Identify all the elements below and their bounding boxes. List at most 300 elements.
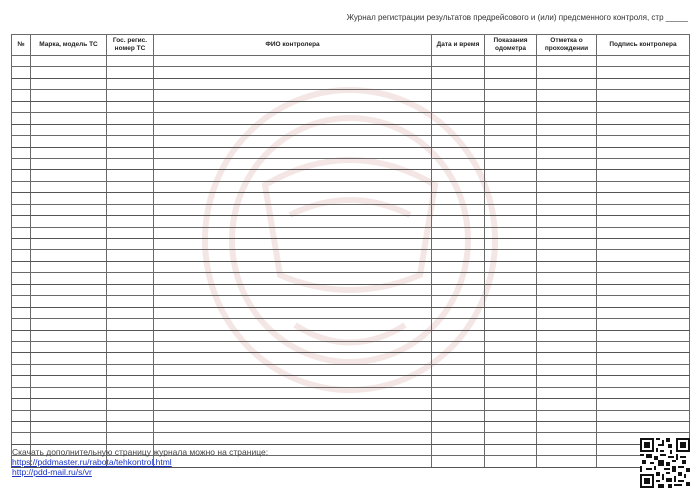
table-cell[interactable]	[537, 330, 597, 341]
table-cell[interactable]	[485, 67, 537, 78]
table-cell[interactable]	[485, 341, 537, 352]
table-cell[interactable]	[107, 353, 154, 364]
table-cell[interactable]	[31, 227, 107, 238]
table-cell[interactable]	[537, 273, 597, 284]
table-cell[interactable]	[537, 90, 597, 101]
table-cell[interactable]	[537, 204, 597, 215]
table-cell[interactable]	[597, 261, 690, 272]
table-cell[interactable]	[31, 376, 107, 387]
table-cell[interactable]	[597, 410, 690, 421]
table-cell[interactable]	[485, 124, 537, 135]
table-cell[interactable]	[597, 204, 690, 215]
table-cell[interactable]	[485, 444, 537, 455]
table-cell[interactable]	[107, 319, 154, 330]
table-cell[interactable]	[107, 113, 154, 124]
table-row	[12, 261, 690, 272]
table-cell[interactable]	[537, 456, 597, 467]
table-cell[interactable]	[485, 113, 537, 124]
table-cell[interactable]	[12, 273, 31, 284]
table-cell[interactable]	[432, 353, 485, 364]
table-cell[interactable]	[12, 399, 31, 410]
table-cell[interactable]	[31, 410, 107, 421]
table-row	[12, 319, 690, 330]
table-cell[interactable]	[537, 78, 597, 89]
table-cell[interactable]	[12, 158, 31, 169]
download-note: Скачать дополнительную страницу журнала можно на странице:	[12, 447, 269, 457]
table-row	[12, 136, 690, 147]
table-cell[interactable]	[597, 284, 690, 295]
table-cell[interactable]	[12, 67, 31, 78]
table-cell[interactable]	[31, 319, 107, 330]
table-cell[interactable]	[537, 261, 597, 272]
table-cell[interactable]	[432, 261, 485, 272]
table-cell[interactable]	[537, 364, 597, 375]
table-cell[interactable]	[31, 193, 107, 204]
table-cell[interactable]	[12, 364, 31, 375]
table-cell[interactable]	[31, 124, 107, 135]
table-row	[12, 296, 690, 307]
table-cell[interactable]	[107, 101, 154, 112]
table-cell[interactable]	[31, 284, 107, 295]
table-cell[interactable]	[597, 319, 690, 330]
table-cell[interactable]	[107, 56, 154, 67]
pddmaster-link[interactable]: https://pddmaster.ru/rabota/tehkontrol.html	[12, 457, 172, 467]
table-cell[interactable]	[31, 158, 107, 169]
table-cell[interactable]	[107, 376, 154, 387]
table-cell[interactable]	[107, 78, 154, 89]
table-cell[interactable]	[597, 364, 690, 375]
table-cell[interactable]	[485, 284, 537, 295]
table-cell[interactable]	[537, 307, 597, 318]
table-cell[interactable]	[537, 341, 597, 352]
table-cell[interactable]	[154, 101, 432, 112]
table-cell[interactable]	[485, 273, 537, 284]
table-cell[interactable]	[31, 204, 107, 215]
table-cell[interactable]	[485, 387, 537, 398]
table-cell[interactable]	[154, 330, 432, 341]
table-cell[interactable]	[154, 433, 432, 444]
table-cell[interactable]	[107, 387, 154, 398]
table-cell[interactable]	[107, 216, 154, 227]
table-row	[12, 284, 690, 295]
table-cell[interactable]	[537, 296, 597, 307]
table-cell[interactable]	[31, 90, 107, 101]
table-cell[interactable]	[485, 158, 537, 169]
table-cell[interactable]	[107, 90, 154, 101]
page-title: Журнал регистрации результатов предрейсового и (или) предсменного контроля, стр _____	[346, 13, 688, 22]
table-cell[interactable]	[154, 353, 432, 364]
table-cell[interactable]	[12, 239, 31, 250]
table-cell[interactable]	[485, 364, 537, 375]
table-cell[interactable]	[154, 364, 432, 375]
table-cell[interactable]	[154, 341, 432, 352]
table-cell[interactable]	[154, 193, 432, 204]
table-cell[interactable]	[12, 376, 31, 387]
table-cell[interactable]	[31, 364, 107, 375]
table-cell[interactable]	[432, 319, 485, 330]
table-cell[interactable]	[432, 307, 485, 318]
table-cell[interactable]	[485, 261, 537, 272]
table-cell[interactable]	[31, 216, 107, 227]
table-cell[interactable]	[597, 376, 690, 387]
table-cell[interactable]	[12, 216, 31, 227]
table-cell[interactable]	[537, 101, 597, 112]
table-cell[interactable]	[107, 284, 154, 295]
table-cell[interactable]	[107, 410, 154, 421]
table-cell[interactable]	[537, 170, 597, 181]
table-cell[interactable]	[432, 410, 485, 421]
table-cell[interactable]	[485, 330, 537, 341]
table-cell[interactable]	[432, 158, 485, 169]
pdd-mail-link[interactable]: http://pdd-mail.ru/s/vr	[12, 467, 92, 477]
table-cell[interactable]	[12, 284, 31, 295]
table-cell[interactable]	[31, 261, 107, 272]
table-cell[interactable]	[597, 353, 690, 364]
table-cell[interactable]	[107, 433, 154, 444]
table-cell[interactable]	[31, 273, 107, 284]
table-cell[interactable]	[537, 56, 597, 67]
table-row	[12, 67, 690, 78]
table-cell[interactable]	[154, 410, 432, 421]
table-cell[interactable]	[154, 239, 432, 250]
table-cell[interactable]	[597, 181, 690, 192]
table-cell[interactable]	[154, 67, 432, 78]
table-cell[interactable]	[432, 399, 485, 410]
table-cell[interactable]	[154, 181, 432, 192]
table-cell[interactable]	[154, 170, 432, 181]
table-cell[interactable]	[12, 319, 31, 330]
table-cell[interactable]	[432, 204, 485, 215]
table-row	[12, 353, 690, 364]
table-cell[interactable]	[432, 364, 485, 375]
table-cell[interactable]	[154, 124, 432, 135]
table-cell[interactable]	[537, 319, 597, 330]
table-cell[interactable]	[154, 113, 432, 124]
table-cell[interactable]	[597, 101, 690, 112]
table-cell[interactable]	[597, 330, 690, 341]
table-cell[interactable]	[537, 193, 597, 204]
table-cell[interactable]	[12, 433, 31, 444]
table-cell[interactable]	[31, 67, 107, 78]
table-cell[interactable]	[597, 296, 690, 307]
table-cell[interactable]	[107, 273, 154, 284]
table-cell[interactable]	[432, 216, 485, 227]
table-cell[interactable]	[537, 387, 597, 398]
table-cell[interactable]	[12, 90, 31, 101]
table-cell[interactable]	[537, 284, 597, 295]
table-cell[interactable]	[597, 56, 690, 67]
table-cell[interactable]	[597, 78, 690, 89]
table-cell[interactable]	[154, 422, 432, 433]
table-cell[interactable]	[537, 399, 597, 410]
table-cell[interactable]	[432, 284, 485, 295]
table-cell[interactable]	[597, 239, 690, 250]
table-cell[interactable]	[485, 147, 537, 158]
table-cell[interactable]	[432, 67, 485, 78]
table-cell[interactable]	[31, 307, 107, 318]
table-cell[interactable]	[12, 250, 31, 261]
table-cell[interactable]	[432, 181, 485, 192]
table-cell[interactable]	[485, 376, 537, 387]
table-cell[interactable]	[485, 56, 537, 67]
table-cell[interactable]	[432, 56, 485, 67]
table-cell[interactable]	[485, 307, 537, 318]
table-cell[interactable]	[485, 433, 537, 444]
table-cell[interactable]	[485, 353, 537, 364]
table-cell[interactable]	[154, 78, 432, 89]
table-cell[interactable]	[485, 101, 537, 112]
table-cell[interactable]	[107, 181, 154, 192]
table-cell[interactable]	[432, 422, 485, 433]
table-cell[interactable]	[485, 204, 537, 215]
table-cell[interactable]	[432, 330, 485, 341]
table-cell[interactable]	[154, 273, 432, 284]
table-cell[interactable]	[597, 170, 690, 181]
table-cell[interactable]	[12, 147, 31, 158]
table-cell[interactable]	[107, 124, 154, 135]
table-cell[interactable]	[485, 216, 537, 227]
table-cell[interactable]	[537, 181, 597, 192]
table-row	[12, 181, 690, 192]
table-cell[interactable]	[537, 422, 597, 433]
table-cell[interactable]	[31, 399, 107, 410]
table-cell[interactable]	[597, 124, 690, 135]
table-cell[interactable]	[597, 399, 690, 410]
table-cell[interactable]	[31, 136, 107, 147]
table-cell[interactable]	[12, 330, 31, 341]
table-cell[interactable]	[432, 456, 485, 467]
table-cell[interactable]	[597, 273, 690, 284]
table-cell[interactable]	[12, 227, 31, 238]
table-cell[interactable]	[597, 158, 690, 169]
table-cell[interactable]	[432, 376, 485, 387]
table-cell[interactable]	[107, 239, 154, 250]
column-header-passed-mark: Отметка о прохождении	[537, 35, 597, 56]
table-cell[interactable]	[597, 193, 690, 204]
table-cell[interactable]	[537, 136, 597, 147]
table-cell[interactable]	[537, 147, 597, 158]
table-cell[interactable]	[485, 181, 537, 192]
table-cell[interactable]	[31, 296, 107, 307]
column-header-date-time: Дата и время	[432, 35, 485, 56]
table-cell[interactable]	[432, 273, 485, 284]
table-cell[interactable]	[597, 250, 690, 261]
table-cell[interactable]	[12, 124, 31, 135]
table-cell[interactable]	[537, 250, 597, 261]
table-cell[interactable]	[597, 90, 690, 101]
table-cell[interactable]	[107, 204, 154, 215]
table-cell[interactable]	[154, 90, 432, 101]
table-cell[interactable]	[107, 170, 154, 181]
table-cell[interactable]	[31, 147, 107, 158]
table-cell[interactable]	[31, 78, 107, 89]
table-cell[interactable]	[485, 170, 537, 181]
table-cell[interactable]	[107, 193, 154, 204]
table-cell[interactable]	[31, 181, 107, 192]
table-cell[interactable]	[31, 330, 107, 341]
table-cell[interactable]	[432, 90, 485, 101]
table-cell[interactable]	[107, 364, 154, 375]
table-cell[interactable]	[432, 147, 485, 158]
table-cell[interactable]	[12, 193, 31, 204]
table-cell[interactable]	[154, 204, 432, 215]
table-cell[interactable]	[432, 341, 485, 352]
table-cell[interactable]	[485, 136, 537, 147]
table-cell[interactable]	[12, 261, 31, 272]
table-cell[interactable]	[537, 444, 597, 455]
table-cell[interactable]	[107, 341, 154, 352]
table-cell[interactable]	[154, 227, 432, 238]
table-cell[interactable]	[154, 261, 432, 272]
table-cell[interactable]	[432, 101, 485, 112]
table-cell[interactable]	[485, 410, 537, 421]
table-cell[interactable]	[154, 284, 432, 295]
table-cell[interactable]	[107, 399, 154, 410]
table-row	[12, 170, 690, 181]
table-cell[interactable]	[537, 376, 597, 387]
table-row	[12, 410, 690, 421]
table-cell[interactable]	[154, 136, 432, 147]
table-cell[interactable]	[12, 410, 31, 421]
table-cell[interactable]	[12, 204, 31, 215]
table-cell[interactable]	[31, 422, 107, 433]
table-cell[interactable]	[537, 158, 597, 169]
table-cell[interactable]	[485, 250, 537, 261]
table-cell[interactable]	[537, 216, 597, 227]
table-cell[interactable]	[432, 296, 485, 307]
table-cell[interactable]	[12, 341, 31, 352]
table-cell[interactable]	[31, 341, 107, 352]
table-row	[12, 250, 690, 261]
table-cell[interactable]	[154, 399, 432, 410]
table-row	[12, 273, 690, 284]
table-cell[interactable]	[154, 56, 432, 67]
table-cell[interactable]	[432, 113, 485, 124]
table-cell[interactable]	[432, 78, 485, 89]
table-cell[interactable]	[12, 170, 31, 181]
table-cell[interactable]	[12, 78, 31, 89]
column-header-inspector-name: ФИО контролера	[154, 35, 432, 56]
table-cell[interactable]	[485, 319, 537, 330]
table-cell[interactable]	[537, 433, 597, 444]
table-cell[interactable]	[154, 296, 432, 307]
table-cell[interactable]	[432, 387, 485, 398]
table-cell[interactable]	[12, 353, 31, 364]
table-cell[interactable]	[154, 158, 432, 169]
table-cell[interactable]	[485, 78, 537, 89]
table-cell[interactable]	[154, 250, 432, 261]
table-cell[interactable]	[107, 136, 154, 147]
table-cell[interactable]	[432, 250, 485, 261]
table-cell[interactable]	[12, 181, 31, 192]
table-cell[interactable]	[597, 422, 690, 433]
table-cell[interactable]	[537, 113, 597, 124]
table-cell[interactable]	[432, 136, 485, 147]
table-cell[interactable]	[12, 56, 31, 67]
table-cell[interactable]	[537, 227, 597, 238]
table-cell[interactable]	[597, 387, 690, 398]
table-cell[interactable]	[537, 410, 597, 421]
table-cell[interactable]	[31, 56, 107, 67]
table-cell[interactable]	[12, 387, 31, 398]
table-cell[interactable]	[537, 67, 597, 78]
table-cell[interactable]	[597, 216, 690, 227]
table-cell[interactable]	[12, 296, 31, 307]
log-table	[11, 34, 690, 468]
table-cell[interactable]	[107, 422, 154, 433]
table-cell[interactable]	[537, 239, 597, 250]
table-cell[interactable]	[485, 422, 537, 433]
table-cell[interactable]	[597, 227, 690, 238]
table-cell[interactable]	[432, 170, 485, 181]
table-cell[interactable]	[154, 147, 432, 158]
table-cell[interactable]	[154, 387, 432, 398]
table-cell[interactable]	[597, 341, 690, 352]
table-cell[interactable]	[107, 67, 154, 78]
table-cell[interactable]	[154, 307, 432, 318]
table-cell[interactable]	[485, 399, 537, 410]
table-cell[interactable]	[12, 307, 31, 318]
table-cell[interactable]	[597, 113, 690, 124]
table-cell[interactable]	[485, 239, 537, 250]
table-cell[interactable]	[12, 101, 31, 112]
table-cell[interactable]	[432, 239, 485, 250]
table-cell[interactable]	[432, 433, 485, 444]
table-cell[interactable]	[485, 193, 537, 204]
table-cell[interactable]	[107, 147, 154, 158]
table-cell[interactable]	[107, 296, 154, 307]
table-cell[interactable]	[597, 136, 690, 147]
table-cell[interactable]	[154, 376, 432, 387]
table-cell[interactable]	[12, 422, 31, 433]
table-cell[interactable]	[597, 147, 690, 158]
table-cell[interactable]	[12, 113, 31, 124]
table-cell[interactable]	[107, 158, 154, 169]
table-cell[interactable]	[31, 239, 107, 250]
table-cell[interactable]	[31, 170, 107, 181]
table-cell[interactable]	[107, 250, 154, 261]
table-cell[interactable]	[485, 296, 537, 307]
table-cell[interactable]	[31, 101, 107, 112]
table-cell[interactable]	[154, 216, 432, 227]
table-cell[interactable]	[154, 319, 432, 330]
table-cell[interactable]	[537, 124, 597, 135]
table-cell[interactable]	[432, 227, 485, 238]
table-cell[interactable]	[485, 90, 537, 101]
table-cell[interactable]	[31, 113, 107, 124]
table-cell[interactable]	[31, 433, 107, 444]
table-cell[interactable]	[107, 330, 154, 341]
table-cell[interactable]	[12, 136, 31, 147]
table-cell[interactable]	[432, 444, 485, 455]
table-cell[interactable]	[537, 353, 597, 364]
table-cell[interactable]	[31, 250, 107, 261]
table-row	[12, 113, 690, 124]
table-cell[interactable]	[485, 227, 537, 238]
table-cell[interactable]	[107, 261, 154, 272]
column-header-signature: Подпись контролера	[597, 35, 690, 56]
table-cell[interactable]	[107, 227, 154, 238]
table-row	[12, 330, 690, 341]
table-cell[interactable]	[432, 193, 485, 204]
table-cell[interactable]	[107, 307, 154, 318]
table-cell[interactable]	[597, 307, 690, 318]
table-cell[interactable]	[597, 67, 690, 78]
table-cell[interactable]	[432, 124, 485, 135]
table-cell[interactable]	[31, 353, 107, 364]
table-cell[interactable]	[31, 387, 107, 398]
table-cell[interactable]	[485, 456, 537, 467]
